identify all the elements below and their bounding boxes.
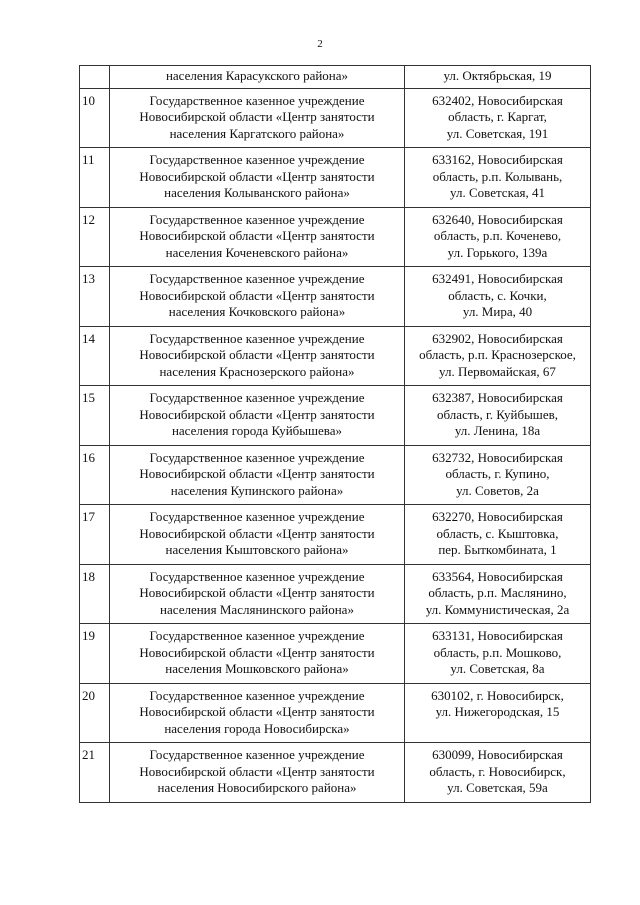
institution-name-cell [110, 66, 405, 89]
institution-name-line: Новосибирской области «Центр занятости [139, 763, 375, 779]
institution-name-line: Новосибирской области «Центр занятости [139, 347, 375, 362]
institution-name-cell [110, 88, 405, 148]
address-line: область, г. Куйбышев, [437, 406, 558, 422]
institution-name-cell [110, 624, 405, 684]
row-number-cell [80, 66, 110, 89]
page-number: 2 [317, 38, 323, 50]
row-number-cell: 13 [80, 267, 110, 327]
address-line: 632491, Новосибирская [432, 271, 563, 286]
address-line: область, р.п. Краснозерское, [419, 347, 576, 362]
address-line: ул. Советская, 8а [450, 661, 545, 676]
table-row [80, 683, 591, 743]
institution-name-line: Государственное казенное учреждение [149, 390, 365, 405]
table-row [80, 445, 591, 505]
address-line: ул. Октябрьская, 19 [443, 68, 552, 83]
row-number-cell: 14 [80, 326, 110, 386]
institution-name-cell [110, 207, 405, 267]
row-number-cell: 10 [80, 88, 110, 148]
address-line: 632732, Новосибирская [432, 449, 563, 465]
address-cell [405, 683, 591, 743]
institution-name-line: Государственное казенное учреждение [149, 152, 365, 167]
table-row [80, 207, 591, 267]
table-row [80, 386, 591, 446]
institution-name-line: Государственное казенное учреждение [149, 628, 365, 643]
institution-name-line: Государственное казенное учреждение [149, 211, 365, 227]
address-cell [405, 148, 591, 208]
row-number-cell: 17 [80, 505, 110, 565]
institution-name-line: населения Коченевского района» [165, 244, 349, 260]
row-number-cell: 18 [80, 564, 110, 624]
institution-name-line: населения Краснозерского района» [159, 363, 355, 379]
institution-name-line: Государственное казенное учреждение [149, 92, 365, 108]
row-number-cell: 12 [80, 207, 110, 267]
institution-name-line: населения города Куйбышева» [171, 423, 343, 438]
institution-name-line: населения Купинского района» [170, 482, 344, 498]
address-line: 633564, Новосибирская [432, 568, 563, 584]
address-line: 630099, Новосибирская [432, 747, 563, 762]
institution-name-line: Государственное казенное учреждение [149, 509, 365, 524]
address-line: ул. Первомайская, 67 [439, 363, 556, 379]
institution-name-line: населения Новосибирского района» [157, 780, 357, 795]
institution-name-line: Государственное казенное учреждение [149, 687, 365, 703]
address-cell [405, 267, 591, 327]
institution-name-cell [110, 743, 405, 803]
institution-name-line: населения Мошковского района» [165, 661, 349, 676]
address-line: область, г. Купино, [445, 466, 550, 481]
institution-name-line: населения Карасукского района» [165, 68, 349, 83]
institution-name-line: Новосибирской области «Центр занятости [139, 525, 375, 541]
institution-name-line: Государственное казенное учреждение [149, 449, 365, 465]
institution-name-line: Новосибирской области «Центр занятости [139, 287, 375, 303]
institution-name-line: населения Кыштовского района» [165, 542, 349, 557]
address-cell [405, 624, 591, 684]
address-line: 633131, Новосибирская [432, 628, 563, 643]
address-cell [405, 743, 591, 803]
institution-name-line: Государственное казенное учреждение [149, 747, 365, 762]
address-cell [405, 207, 591, 267]
institution-name-line: Новосибирской области «Центр занятости [139, 406, 375, 422]
row-number-cell: 16 [80, 445, 110, 505]
institution-name-line: населения Колыванского района» [164, 185, 350, 200]
address-line: ул. Коммунистическая, 2а [425, 601, 570, 617]
address-line: ул. Советская, 191 [446, 125, 549, 141]
institution-name-cell [110, 564, 405, 624]
address-line: ул. Советская, 41 [450, 185, 545, 200]
address-line: ул. Советов, 2а [456, 482, 539, 498]
table-row [80, 564, 591, 624]
institution-name-line: населения города Новосибирска» [164, 720, 350, 736]
address-cell [405, 66, 591, 89]
institution-name-line: Новосибирской области «Центр занятости [139, 109, 375, 124]
address-line: 630102, г. Новосибирск, [431, 687, 564, 703]
address-line: область, г. Каргат, [448, 109, 547, 124]
institution-name-cell [110, 445, 405, 505]
institution-name-line: населения Каргатского района» [169, 125, 345, 141]
table-row [80, 505, 591, 565]
address-line: 632640, Новосибирская [432, 211, 563, 227]
address-line: 632902, Новосибирская [432, 330, 563, 346]
address-line: область, с. Кочки, [448, 287, 547, 303]
institution-name-line: Новосибирской области «Центр занятости [139, 466, 375, 481]
institution-name-cell [110, 148, 405, 208]
address-line: ул. Горького, 139а [447, 244, 548, 260]
institution-name-line: Государственное казенное учреждение [149, 568, 365, 584]
row-number-cell: 15 [80, 386, 110, 446]
row-number-cell: 19 [80, 624, 110, 684]
address-line: пер. Быткомбината, 1 [438, 542, 557, 557]
address-line: 633162, Новосибирская [432, 152, 563, 167]
institution-name-line: Новосибирской области «Центр занятости [139, 585, 375, 600]
row-number-cell: 20 [80, 683, 110, 743]
institution-name-line: Новосибирской области «Центр занятости [139, 168, 375, 184]
table-row [80, 743, 591, 803]
address-line: ул. Ленина, 18а [454, 423, 541, 438]
row-number-cell: 21 [80, 743, 110, 803]
address-line: 632402, Новосибирская [432, 92, 563, 108]
address-line: ул. Нижегородская, 15 [435, 704, 560, 719]
employment-centers-table [79, 65, 591, 803]
institution-name-line: населения Маслянинского района» [160, 601, 354, 617]
address-cell [405, 564, 591, 624]
address-line: область, г. Новосибирск, [429, 763, 566, 779]
address-line: область, р.п. Мошково, [433, 644, 562, 660]
address-line: область, р.п. Маслянино, [428, 585, 567, 600]
row-number-cell: 11 [80, 148, 110, 208]
address-line: область, р.п. Коченево, [433, 228, 562, 243]
institution-name-line: Государственное казенное учреждение [149, 330, 365, 346]
institution-name-line: Новосибирской области «Центр занятости [139, 228, 375, 243]
address-cell [405, 326, 591, 386]
institution-name-line: населения Кочковского района» [168, 304, 346, 319]
address-line: 632387, Новосибирская [432, 390, 563, 405]
address-cell [405, 505, 591, 565]
table-body [80, 66, 591, 803]
address-line: область, с. Кыштовка, [436, 525, 559, 541]
table-row [80, 66, 591, 89]
table-row [80, 267, 591, 327]
address-cell [405, 386, 591, 446]
institution-name-cell [110, 267, 405, 327]
institution-name-line: Государственное казенное учреждение [149, 271, 365, 286]
institution-name-cell [110, 505, 405, 565]
address-cell [405, 445, 591, 505]
institution-name-line: Новосибирской области «Центр занятости [139, 704, 375, 719]
address-cell [405, 88, 591, 148]
institution-name-cell [110, 386, 405, 446]
address-line: 632270, Новосибирская [432, 509, 563, 524]
institution-name-cell [110, 683, 405, 743]
address-line: ул. Советская, 59а [447, 780, 548, 795]
address-line: область, р.п. Колывань, [432, 168, 563, 184]
address-line: ул. Мира, 40 [462, 304, 533, 319]
table-row [80, 326, 591, 386]
table-row [80, 624, 591, 684]
table-row [80, 88, 591, 148]
institution-name-line: Новосибирской области «Центр занятости [139, 644, 375, 660]
table-row [80, 148, 591, 208]
institution-name-cell [110, 326, 405, 386]
